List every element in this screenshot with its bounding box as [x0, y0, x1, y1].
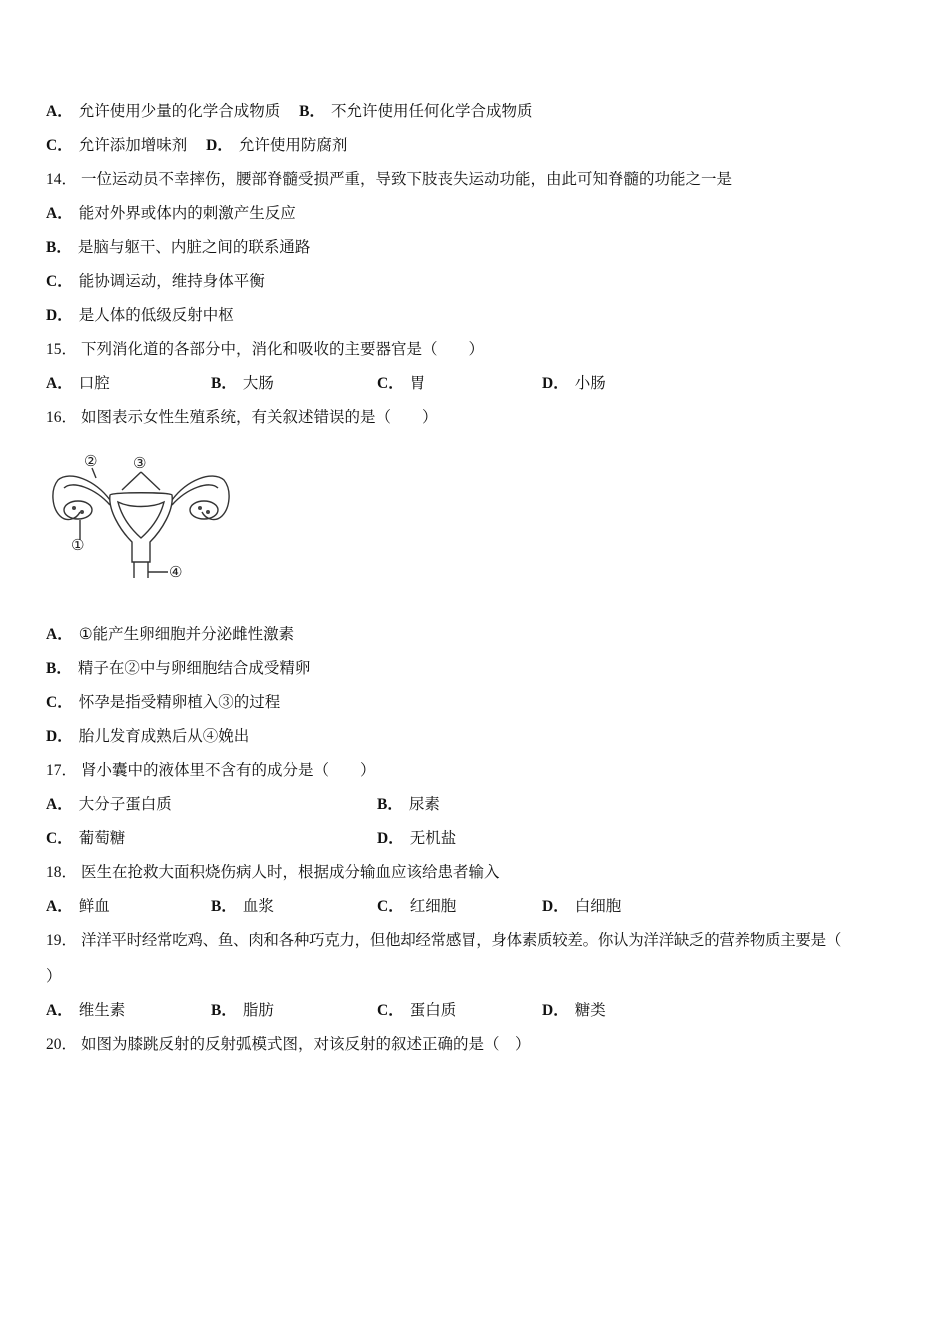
q18-option-c[interactable]: C． 红细胞 [377, 897, 457, 915]
q14-stem: 14． 一位运动员不幸摔伤，腰部脊髓受损严重，导致下肢丧失运动功能，由此可知脊髓的功能之一是 [46, 170, 733, 188]
leader-line-3 [122, 472, 160, 490]
female-reproductive-system-figure [50, 450, 232, 585]
q14-option-c[interactable]: C． 能协调运动，维持身体平衡 [46, 272, 265, 290]
q13-option-b[interactable]: 不允许使用任何化学合成物质 [331, 102, 533, 120]
q20-stem: 20． 如图为膝跳反射的反射弧模式图，对该反射的叙述正确的是（ ） [46, 1035, 531, 1053]
q19-option-c[interactable]: C． 蛋白质 [377, 1001, 457, 1019]
q16-option-c[interactable]: C． 怀孕是指受精卵植入③的过程 [46, 693, 281, 711]
q17-option-a[interactable]: A． 大分子蛋白质 [46, 795, 172, 813]
ovary-follicle-dot [206, 510, 210, 514]
q16-option-a[interactable]: A． ①能产生卵细胞并分泌雌性激素 [46, 625, 295, 643]
q13-option-c[interactable]: 允许添加增味剂 [78, 136, 188, 154]
q13-options-row-2: C． 允许添加增味剂 D． 允许使用防腐剂 [46, 136, 348, 154]
q17-stem: 17． 肾小囊中的液体里不含有的成分是（ ） [46, 761, 376, 779]
q15-option-d[interactable]: D． 小肠 [542, 374, 606, 392]
q18-option-d[interactable]: D． 白细胞 [542, 897, 622, 915]
figure-marker-2: ② [84, 452, 98, 470]
q13-options-row-1: A． 允许使用少量的化学合成物质 B． 不允许使用任何化学合成物质 [46, 102, 533, 120]
q18-stem: 18． 医生在抢救大面积烧伤病人时，根据成分输血应该给患者输入 [46, 863, 500, 881]
q17-option-c[interactable]: C． 葡萄糖 [46, 829, 126, 847]
ovary-follicle-dot [72, 506, 76, 510]
q13-option-a[interactable]: 允许使用少量的化学合成物质 [78, 102, 281, 120]
figure-marker-3: ③ [133, 454, 147, 472]
figure-marker-1: ① [71, 536, 85, 554]
q19-stem-continued: ） [46, 967, 62, 985]
q14-option-a[interactable]: A． 能对外界或体内的刺激产生反应 [46, 204, 296, 222]
q15-option-a[interactable]: A． 口腔 [46, 374, 110, 392]
q14-option-b[interactable]: B． 是脑与躯干、内脏之间的联系通路 [46, 238, 311, 256]
q17-option-d[interactable]: D． 无机盐 [377, 829, 457, 847]
left-ovary [64, 501, 92, 519]
right-ovary [190, 501, 218, 519]
q15-stem: 15． 下列消化道的各部分中，消化和吸收的主要器官是（ ） [46, 340, 485, 358]
q18-option-b[interactable]: B． 血浆 [211, 897, 274, 915]
q19-stem: 19． 洋洋平时经常吃鸡、鱼、肉和各种巧克力，但他却经常感冒，身体素质较差。你认为洋洋缺乏的营养物质主要是（ [46, 931, 842, 949]
q18-option-a[interactable]: A． 鲜血 [46, 897, 110, 915]
q15-option-b[interactable]: B． 大肠 [211, 374, 274, 392]
q19-option-a[interactable]: A． 维生素 [46, 1001, 126, 1019]
ovary-follicle-dot [198, 506, 202, 510]
q16-option-d[interactable]: D． 胎儿发育成熟后从④娩出 [46, 727, 250, 745]
q19-option-b[interactable]: B． 脂肪 [211, 1001, 274, 1019]
q19-option-d[interactable]: D． 糖类 [542, 1001, 606, 1019]
figure-marker-4: ④ [169, 563, 183, 581]
q17-option-b[interactable]: B． 尿素 [377, 795, 440, 813]
q14-option-d[interactable]: D． 是人体的低级反射中枢 [46, 306, 234, 324]
ovary-follicle-dot [80, 510, 84, 514]
vagina [134, 562, 148, 578]
q16-option-b[interactable]: B． 精子在②中与卵细胞结合成受精卵 [46, 659, 311, 677]
q13-option-d[interactable]: 允许使用防腐剂 [238, 136, 348, 154]
q16-stem: 16． 如图表示女性生殖系统，有关叙述错误的是（ ） [46, 408, 438, 426]
q15-option-c[interactable]: C． 胃 [377, 374, 426, 392]
right-fallopian-tube [172, 476, 229, 519]
